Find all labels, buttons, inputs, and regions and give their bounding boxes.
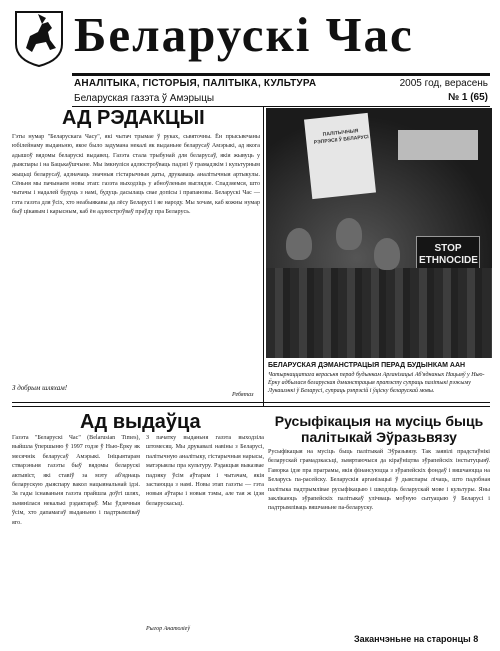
- photo-credit: Ребятаз: [232, 392, 254, 398]
- newspaper-title: Беларускі Час: [74, 7, 414, 62]
- person-head: [374, 238, 400, 270]
- publisher-column-1: Газэта "Беларускі Час" (Belarusian Times), выйшла ўпершыню ў 1997 годзе ў Нью-Ёрку як месячнік беларусаў Амэрыкі. Ініцыятарам стварэньня газэты быў вядомы беларускі актывіст, які ставіў за мэту аб'яднаць беларускую дыяспару вакол нацыянальнай ідэі. За гады існаваньня газэта прайшла доўгі шлях, зьмянілася некалькі рэдактараў. Мы ўдзячныя ўсім, хто дапамагаў выданьню і падтрымліваў яго.: [12, 435, 140, 526]
- editorial-body: Гэты нумар "Беларускага Часу", які чытач трымае ў руках, сьвяточны. Ён прысьвечаны юбілейнаму выданьню, якое было задумана некалі як выданьне беларусаў Амэрыкі, ад якога адышоў вядомы беларускі выдавец. Газэта стала трыбунай для беларусаў, якія жывуць у дыяспары і на Бацькаўшчыне. Мы імкнуліся адлюстроўваць падзеі ў грамадзкім і культурным жыцьці беларусаў, адзначаць значныя гістарычныя даты, друкаваць аналітычныя артыкулы. Сёньня мы пачынаем новы этап: газэта выходзіць у абноўленым выглядзе. Спадзяемся, што чытачы і надалей будуць з намі, будуць дасылаць свае допісы і прапановы. Беларускі Час — гэта газэта для ўсіх, хто неабыякавы да лёсу Беларусі і яе народу. Мы хочам, каб кожны нумар быў цікавым і карысным, каб ён адлюстроўваў праўду пра Беларусь.: [12, 134, 260, 216]
- masthead: [0, 0, 500, 124]
- newspaper-subtitle: Беларуская газэта ў Амэрыцы: [74, 93, 215, 104]
- editorial-signoff: З добрым шляхам!: [12, 384, 68, 392]
- newspaper-tagline: АНАЛІТЫКА, ГІСТОРЫЯ, ПАЛІТЫКА, КУЛЬТУРА: [74, 78, 317, 89]
- issue-date: 2005 год, верасень: [399, 78, 488, 89]
- section-rule: [12, 406, 490, 407]
- protest-sign-text: STOP ETHNOCIDE: [419, 243, 478, 266]
- photo-caption-title: БЕЛАРУСКАЯ ДЭМАНСТРАЦЫЯ ПЕРАД БУДЫНКАМ ААН: [268, 362, 466, 369]
- russification-heading: Русыфікацыя на мусіць быць палітыкай Эўразьвязу: [274, 413, 484, 445]
- column-divider: [263, 107, 264, 407]
- masthead-rule: [72, 73, 490, 76]
- person-head: [286, 228, 312, 260]
- editorial-heading: АД РЭДАКЦЫІ: [62, 107, 205, 129]
- crowd: [266, 268, 492, 358]
- person-head: [336, 218, 362, 250]
- publisher-column-2: З пачатку выданьня газэта выходзіла штомесяц. Мы друкавалі навіны з Беларусі, палітычную аналітыку, гістарычныя нарысы, матэрыялы пра культуру. Рэдакцыя выказвае падзяку ўсім аўтарам і чытачам, якія застаюцца з намі. Новы этап газэты — гэта новыя аўтары і новыя тэмы, але тая ж ідэя беларускасьці.: [146, 435, 264, 507]
- photo-caption-body: Чатырнаццатага верасьня перад будынкам Арганізацыі Аб'яднаных Нацыяў у Нью-Ёрку адбылася беларуская дэманстрацыя пратэсту супраць палітыкі рэжыму Лукашэнкі ў Беларусі, супраць рэпрэсій і ўціску беларускай мовы.: [268, 372, 485, 394]
- pahonia-emblem-icon: [12, 8, 66, 68]
- section-rule: [12, 402, 490, 403]
- demonstration-photo: [266, 108, 492, 358]
- protest-sign-white: [304, 113, 376, 199]
- publisher-heading: Ад выдаўца: [80, 411, 201, 433]
- continued-notice[interactable]: Заканчэньне на старонцы 8: [354, 634, 479, 644]
- protest-sign-white-text: ПАЛІТЫЧНЫЯ РЭПРЭСІІ Ў БЕЛАРУСІ: [313, 128, 370, 146]
- protest-banner: [398, 130, 478, 160]
- issue-number: № 1 (65): [447, 92, 488, 103]
- russification-body: Русыфікацыя на мусіць быць палітыкай Эўразьвязу. Так заявілі прадстаўнікі беларускай грамадзкасьці, зьвяртаючыся да кіраўніцтва эўрапейскіх інстытуцыяў. Гаворка ідзе пра праграмы, якія фінансуюцца з эўрапейскіх фондаў і вяшчаюцца на Беларусь па-расейску. Беларускія арганізацыі ў дыяспары лічаць, што падобная палітыка падтрымлівае русыфікацыю і шкодзіць беларускай мове і культуры. Яны заклікаюць эўрапейскіх палітыкаў улічваць моўную сытуацыю ў Беларусі і падтрымліваць вяшчаньне па-беларуску.: [268, 449, 490, 512]
- publisher-author: Рыгор Анатоліеў: [146, 626, 191, 632]
